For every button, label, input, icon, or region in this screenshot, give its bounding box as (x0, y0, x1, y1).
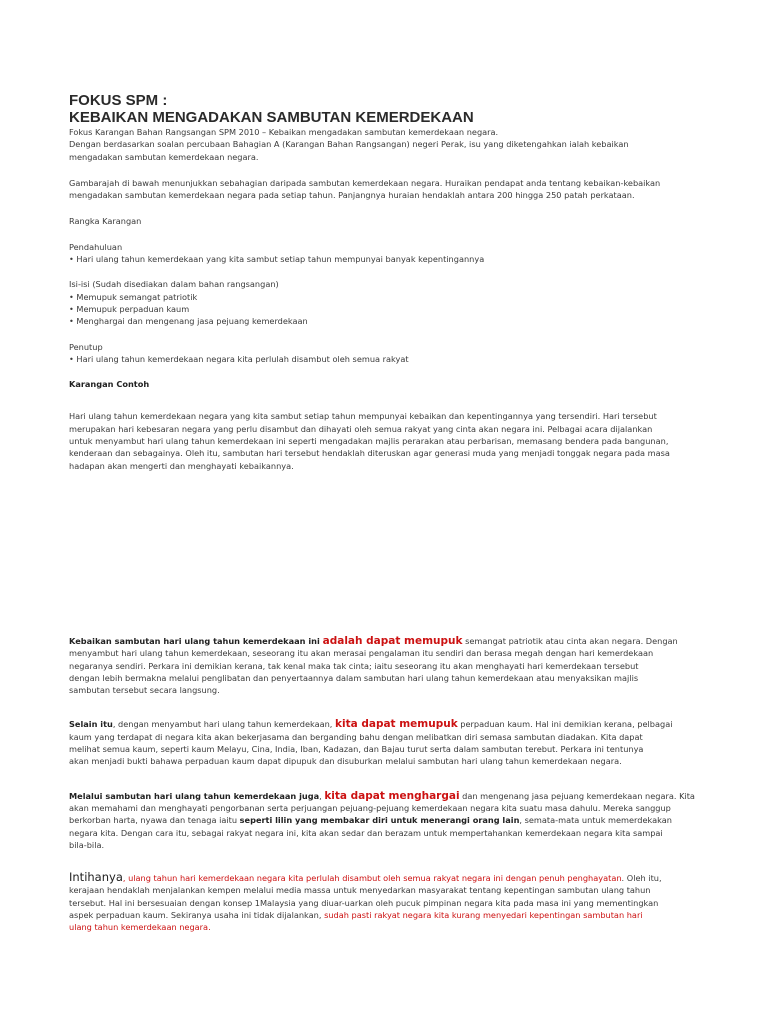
closing-point: • Hari ulang tahun kemerdekaan negara kita perlulah disambut oleh semua rakyat (69, 353, 409, 364)
intro-point: • Hari ulang tahun kemerdekaan yang kita sambut setiap tahun mempunyai banyak kepentingannya (69, 254, 485, 265)
essay-p2-line: menyambut hari ulang tahun kemerdekaan, seseorang itu akan merasai pengalaman itu sendiri dan berasa megah dengan hari kemerdekaan (69, 648, 654, 659)
key-phrase: kita dapat memupuk (335, 718, 458, 731)
essay-p4-line: akan memahami dan menghayati pengorbanan serta perjuangan pejuang-pejuang kemerdekaan negara kita suatu masa dahulu. Mereka sanggup (69, 802, 671, 813)
essay-p5-line: Intihanya, ulang tahun hari kemerdekaan negara kita perlulah disambut oleh semua rakyat negara ini dengan penuh penghayatan. Oleh itu, (69, 870, 662, 885)
essay-p4-line: bila-bila. (69, 839, 105, 850)
document-page (69, 92, 701, 934)
essay-p2-line: dengan lebih bermakna melalui penglibatan dan penyertaannya dalam sambutan hari ulang tahun kemerdekaan atau menyaksikan majlis (69, 672, 639, 683)
body-heading: Isi-isi (Sudah disediakan dalam bahan rangsangan) (69, 279, 279, 290)
page-title: KEBAIKAN MENGADAKAN SAMBUTAN KEMERDEKAAN (69, 109, 474, 126)
body-point: • Menghargai dan mengenang jasa pejuang kemerdekaan (69, 316, 308, 327)
essay-p2-line: negaranya sendiri. Perkara ini demikian kerana, tak kenal maka tak cinta; iaitu seseorang itu akan menghayati hari kemerdekaan tersebut (69, 660, 639, 671)
blank-space (69, 472, 701, 635)
key-phrase: adalah dapat memupuk (322, 634, 463, 647)
title-line-1: FOKUS SPM : (69, 92, 168, 109)
essay-p1-line: hadapan akan mengerti dan menghayati kebaikannya. (69, 460, 294, 471)
essay-p3-line: Selain itu, dengan menyambut hari ulang tahun kemerdekaan, kita dapat memupuk perpaduan kaum. Hal ini demikian kerana, pelbagai (69, 718, 673, 731)
outline-heading: Rangka Karangan (69, 216, 142, 227)
essay-p4-line: berkorban harta, nyawa dan tenaga iaitu seperti lilin yang membakar diri untuk menerangi orang lain, semata-mata untuk memerdekakan (69, 815, 672, 826)
essay-p5-line: ulang tahun kemerdekaan negara. (69, 922, 211, 933)
essay-p1-line: Hari ulang tahun kemerdekaan negara yang kita sambut setiap tahun mempunyai kebaikan dan kepentingannya yang tersendiri. Hari tersebut (69, 411, 657, 422)
essay-p3-line: melihat semua kaum, seperti kaum Melayu, Cina, India, Iban, Kadazan, dan Bajau turut serta dalam sambutan terebut. Perkara ini tentunya (69, 744, 644, 755)
essay-p2-line: Kebaikan sambutan hari ulang tahun kemerdekaan ini adalah dapat memupuk semangat patriotik atau cinta akan negara. Dengan (69, 634, 678, 647)
essay-p2-line: sambutan tersebut secara langsung. (69, 685, 220, 696)
essay-p4-line: Melalui sambutan hari ulang tahun kemerdekaan juga, kita dapat menghargai dan mengenang jasa pejuang kemerdekaan negara. Kita (69, 789, 695, 802)
essay-p1-line: merupakan hari kebesaran negara yang perlu disambut dan dihayati oleh semua rakyat yang cinta akan negara ini. Pelbagai acara dijalankan (69, 423, 653, 434)
closing-heading: Penutup (69, 341, 103, 352)
essay-p3-line: kaum yang terdapat di negara kita akan bekerjasama dan berganding bahu dengan melibatkan diri semasa sambutan diadakan. Kita dapat (69, 731, 643, 742)
essay-p5-line: kerajaan hendaklah menjalankan kempen melalui media massa untuk menyedarkan masyarakat tentang kepentingan sambutan ulang tahun (69, 885, 651, 896)
essay-p1-line: kenderaan dan sebagainya. Oleh itu, sambutan hari tersebut hendaklah diteruskan agar generasi muda yang menjadi tonggak negara pada masa (69, 448, 670, 459)
essay-p5-line: aspek perpaduan kaum. Sekiranya usaha ini tidak dijalankan, sudah pasti rakyat negara kita kurang menyedari kepentingan sambutan hari (69, 909, 643, 920)
intro-line: mengadakan sambutan kemerdekaan negara. (69, 151, 259, 162)
intro-heading: Pendahuluan (69, 241, 123, 252)
question-line: Gambarajah di bawah menunjukkan sebahagian daripada sambutan kemerdekaan negara. Huraikan pendapat anda tentang kebaikan-kebaikan (69, 177, 661, 188)
intro-line: Fokus Karangan Bahan Rangsangan SPM 2010 – Kebaikan mengadakan sambutan kemerdekaan negara. (69, 127, 499, 137)
body-point: • Memupuk semangat patriotik (69, 291, 198, 302)
essay-heading: Karangan Contoh (69, 379, 150, 390)
intro-line: Dengan berdasarkan soalan percubaan Bahagian A (Karangan Bahan Rangsangan) negeri Perak, isu yang diketengahkan ialah kebaikan (69, 139, 629, 150)
key-phrase: kita dapat menghargai (324, 789, 460, 802)
essay-p4-line: negara kita. Dengan cara itu, sebagai rakyat negara ini, kita akan sedar dan berazam untuk mempertahankan kemerdekaan negara kita sampai (69, 827, 663, 838)
essay-p3-line: akan menjadi bukti bahawa perpaduan kaum dapat dipupuk dan disuburkan melalui sambutan hari ulang tahun kemerdekaan negara. (69, 756, 622, 767)
question-line: mengadakan sambutan kemerdekaan negara pada setiap tahun. Panjangnya huraian hendaklah antara 200 hingga 250 patah perkataan. (69, 190, 635, 201)
essay-p1-line: untuk menyambut hari ulang tahun kemerdekaan ini seperti mengadakan majlis perarakan atau perbarisan, memasang bendera pada bangunan, (69, 436, 669, 447)
essay-p5-line: tersebut. Hal ini bersesuaian dengan konsep 1Malaysia yang diuar-uarkan oleh pucuk pimpinan negara kita pada masa ini yang mementingkan (69, 897, 659, 908)
body-point: • Memupuk perpaduan kaum (69, 303, 190, 314)
